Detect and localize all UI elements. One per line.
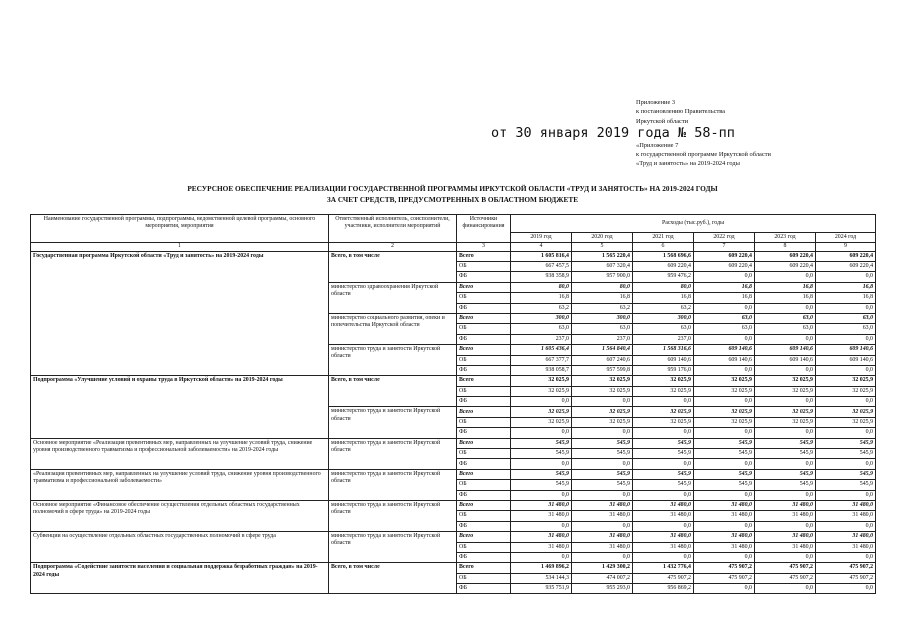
value-cell: 609 220,4 xyxy=(755,251,816,261)
value-cell: 0,0 xyxy=(633,397,694,407)
value-cell: 0,0 xyxy=(816,365,876,375)
value-cell: 0,0 xyxy=(694,397,755,407)
source-cell: Всего xyxy=(457,345,511,355)
value-cell: 63,0 xyxy=(633,324,694,334)
value-cell: 0,0 xyxy=(755,521,816,531)
value-cell: 32 025,9 xyxy=(572,386,633,396)
value-cell: 63,0 xyxy=(816,313,876,323)
row-name-cell: Субвенции на осуществление отдельных областных государственных полномочий в сфере труда xyxy=(31,532,329,563)
value-cell: 80,0 xyxy=(511,282,572,292)
value-cell: 545,9 xyxy=(755,449,816,459)
value-cell: 609 220,4 xyxy=(694,261,755,271)
value-cell: 31 480,0 xyxy=(755,511,816,521)
value-cell: 32 025,9 xyxy=(633,417,694,427)
value-cell: 609 140,6 xyxy=(694,355,755,365)
value-cell: 32 025,9 xyxy=(511,407,572,417)
source-cell: Всего xyxy=(457,563,511,573)
value-cell: 31 480,0 xyxy=(572,511,633,521)
value-cell: 0,0 xyxy=(755,584,816,594)
value-cell: 31 480,0 xyxy=(694,532,755,542)
source-cell: ОБ xyxy=(457,417,511,427)
value-cell: 0,0 xyxy=(755,428,816,438)
value-cell: 32 025,9 xyxy=(755,407,816,417)
value-cell: 63,0 xyxy=(755,324,816,334)
source-cell: ОБ xyxy=(457,355,511,365)
column-number: 3 xyxy=(457,243,511,251)
value-cell: 31 480,0 xyxy=(633,542,694,552)
source-cell: ФБ xyxy=(457,365,511,375)
value-cell: 31 480,0 xyxy=(816,500,876,510)
source-cell: ОБ xyxy=(457,324,511,334)
column-number: 8 xyxy=(755,243,816,251)
value-cell: 475 907,2 xyxy=(755,563,816,573)
value-cell: 32 025,9 xyxy=(755,417,816,427)
executor-cell: Всего, в том числе xyxy=(329,251,457,282)
value-cell: 957 599,8 xyxy=(572,365,633,375)
value-cell: 545,9 xyxy=(694,469,755,479)
value-cell: 16,8 xyxy=(755,293,816,303)
value-cell: 609 140,6 xyxy=(816,345,876,355)
value-cell: 0,0 xyxy=(816,552,876,562)
table-row xyxy=(31,376,876,386)
value-cell: 545,9 xyxy=(755,438,816,448)
value-cell: 607 240,6 xyxy=(572,355,633,365)
column-number: 4 xyxy=(511,243,572,251)
value-cell: 609 140,6 xyxy=(755,355,816,365)
title-line: ЗА СЧЕТ СРЕДСТВ, ПРЕДУСМОТРЕННЫХ В ОБЛАСТНОМ БЮДЖЕТЕ xyxy=(326,194,579,204)
value-cell: 32 025,9 xyxy=(633,386,694,396)
value-cell: 80,0 xyxy=(572,282,633,292)
value-cell: 1 605 436,4 xyxy=(511,345,572,355)
resource-table xyxy=(30,214,876,594)
executor-cell: министерство труда и занятости Иркутской области xyxy=(329,469,457,500)
value-cell: 31 480,0 xyxy=(694,542,755,552)
value-cell: 475 907,2 xyxy=(755,573,816,583)
value-cell: 300,0 xyxy=(572,313,633,323)
value-cell: 31 480,0 xyxy=(694,511,755,521)
appendix-line: к постановлению Правительства xyxy=(636,108,726,116)
value-cell: 32 025,9 xyxy=(755,386,816,396)
table-row xyxy=(31,500,876,510)
table-row xyxy=(31,563,876,573)
value-cell: 31 480,0 xyxy=(572,500,633,510)
value-cell: 300,0 xyxy=(633,313,694,323)
header-year: 2024 год xyxy=(816,233,876,243)
value-cell: 545,9 xyxy=(755,480,816,490)
value-cell: 0,0 xyxy=(816,303,876,313)
value-cell: 32 025,9 xyxy=(572,376,633,386)
value-cell: 16,8 xyxy=(572,293,633,303)
value-cell: 31 480,0 xyxy=(816,542,876,552)
value-cell: 545,9 xyxy=(511,469,572,479)
value-cell: 0,0 xyxy=(694,490,755,500)
value-cell: 667 457,5 xyxy=(511,261,572,271)
value-cell: 475 907,2 xyxy=(694,563,755,573)
source-cell: ОБ xyxy=(457,480,511,490)
value-cell: 237,0 xyxy=(633,334,694,344)
value-cell: 16,8 xyxy=(694,282,755,292)
value-cell: 1 565 220,4 xyxy=(572,251,633,261)
value-cell: 935 751,9 xyxy=(511,584,572,594)
value-cell: 32 025,9 xyxy=(572,417,633,427)
value-cell: 32 025,9 xyxy=(633,407,694,417)
value-cell: 32 025,9 xyxy=(816,417,876,427)
column-number: 2 xyxy=(329,243,457,251)
value-cell: 63,0 xyxy=(755,313,816,323)
value-cell: 32 025,9 xyxy=(816,376,876,386)
value-cell: 0,0 xyxy=(511,552,572,562)
value-cell: 956 869,2 xyxy=(633,584,694,594)
value-cell: 545,9 xyxy=(816,469,876,479)
executor-cell: министерство труда и занятости Иркутской области xyxy=(329,407,457,438)
value-cell: 16,8 xyxy=(816,282,876,292)
value-cell: 63,2 xyxy=(572,303,633,313)
value-cell: 31 480,0 xyxy=(511,500,572,510)
value-cell: 0,0 xyxy=(694,272,755,282)
value-cell: 32 025,9 xyxy=(694,386,755,396)
source-cell: ОБ xyxy=(457,449,511,459)
row-name-cell: Основное мероприятие «Реализация превентивных мер, направленных на улучшение условий труда, снижение уровня производственного травматизма и профессиональной заболеваемости» на 2019-2024 годы xyxy=(31,438,329,469)
value-cell: 609 140,6 xyxy=(816,355,876,365)
value-cell: 475 907,2 xyxy=(694,573,755,583)
value-cell: 607 320,4 xyxy=(572,261,633,271)
value-cell: 16,8 xyxy=(694,293,755,303)
source-cell: ФБ xyxy=(457,584,511,594)
source-cell: Всего xyxy=(457,251,511,261)
value-cell: 0,0 xyxy=(694,459,755,469)
value-cell: 300,0 xyxy=(511,313,572,323)
value-cell: 31 480,0 xyxy=(572,542,633,552)
value-cell: 938 058,7 xyxy=(511,365,572,375)
value-cell: 1 605 816,4 xyxy=(511,251,572,261)
source-cell: Всего xyxy=(457,500,511,510)
value-cell: 31 480,0 xyxy=(572,532,633,542)
header-year: 2022 год xyxy=(694,233,755,243)
source-cell: ФБ xyxy=(457,490,511,500)
header-costs: Расходы (тыс.руб.), годы xyxy=(511,215,876,233)
value-cell: 0,0 xyxy=(633,428,694,438)
value-cell: 237,0 xyxy=(511,334,572,344)
value-cell: 31 480,0 xyxy=(694,500,755,510)
value-cell: 31 480,0 xyxy=(755,500,816,510)
value-cell: 32 025,9 xyxy=(511,376,572,386)
value-cell: 0,0 xyxy=(572,490,633,500)
value-cell: 0,0 xyxy=(511,490,572,500)
value-cell: 237,0 xyxy=(572,334,633,344)
value-cell: 0,0 xyxy=(511,521,572,531)
source-cell: ОБ xyxy=(457,386,511,396)
value-cell: 63,0 xyxy=(816,324,876,334)
source-cell: ФБ xyxy=(457,303,511,313)
value-cell: 63,2 xyxy=(633,303,694,313)
value-cell: 475 907,2 xyxy=(816,573,876,583)
value-cell: 16,8 xyxy=(511,293,572,303)
value-cell: 0,0 xyxy=(816,397,876,407)
value-cell: 0,0 xyxy=(694,521,755,531)
value-cell: 545,9 xyxy=(633,480,694,490)
value-cell: 32 025,9 xyxy=(511,386,572,396)
value-cell: 667 377,7 xyxy=(511,355,572,365)
value-cell: 16,8 xyxy=(633,293,694,303)
appendix-line: Иркутской области xyxy=(636,117,689,125)
value-cell: 0,0 xyxy=(755,303,816,313)
value-cell: 609 220,4 xyxy=(755,261,816,271)
source-cell: Всего xyxy=(457,282,511,292)
row-name-cell: Государственная программа Иркутской области «Труд и занятость» на 2019-2024 годы xyxy=(31,251,329,376)
table-row xyxy=(31,438,876,448)
column-number: 5 xyxy=(572,243,633,251)
value-cell: 959 176,0 xyxy=(633,365,694,375)
executor-cell: министерство труда и занятости Иркутской области xyxy=(329,438,457,469)
value-cell: 31 480,0 xyxy=(816,532,876,542)
value-cell: 0,0 xyxy=(755,397,816,407)
value-cell: 0,0 xyxy=(511,428,572,438)
value-cell: 31 480,0 xyxy=(511,542,572,552)
value-cell: 545,9 xyxy=(633,469,694,479)
value-cell: 16,8 xyxy=(755,282,816,292)
value-cell: 1 432 776,4 xyxy=(633,563,694,573)
value-cell: 0,0 xyxy=(511,397,572,407)
source-cell: ОБ xyxy=(457,573,511,583)
value-cell: 31 480,0 xyxy=(633,511,694,521)
value-cell: 0,0 xyxy=(694,334,755,344)
value-cell: 0,0 xyxy=(633,521,694,531)
table-row xyxy=(31,469,876,479)
value-cell: 0,0 xyxy=(694,584,755,594)
appendix-line: «Приложение 7 xyxy=(636,141,679,149)
value-cell: 16,8 xyxy=(816,293,876,303)
title-line: РЕСУРСНОЕ ОБЕСПЕЧЕНИЕ РЕАЛИЗАЦИИ ГОСУДАРСТВЕННОЙ ПРОГРАММЫ ИРКУТСКОЙ ОБЛАСТИ «ТРУД И ЗАНЯТОСТЬ» НА 2019-2024 ГОДЫ xyxy=(187,184,718,193)
value-cell: 1 564 840,4 xyxy=(572,345,633,355)
value-cell: 31 480,0 xyxy=(633,532,694,542)
value-cell: 80,0 xyxy=(633,282,694,292)
value-cell: 545,9 xyxy=(694,480,755,490)
value-cell: 32 025,9 xyxy=(572,407,633,417)
value-cell: 609 220,4 xyxy=(694,251,755,261)
source-cell: ФБ xyxy=(457,334,511,344)
value-cell: 609 140,6 xyxy=(694,345,755,355)
value-cell: 545,9 xyxy=(572,449,633,459)
source-cell: ФБ xyxy=(457,397,511,407)
value-cell: 609 220,4 xyxy=(816,251,876,261)
table-row xyxy=(31,532,876,542)
value-cell: 955 293,0 xyxy=(572,584,633,594)
value-cell: 31 480,0 xyxy=(633,500,694,510)
header-year: 2019 год xyxy=(511,233,572,243)
column-number: 1 xyxy=(31,243,329,251)
header-year: 2021 год xyxy=(633,233,694,243)
value-cell: 1 568 316,6 xyxy=(633,345,694,355)
value-cell: 0,0 xyxy=(694,303,755,313)
value-cell: 31 480,0 xyxy=(755,542,816,552)
appendix-line: «Труд и занятость» на 2019-2024 годы xyxy=(636,160,740,168)
executor-cell: министерство труда и занятости Иркутской области xyxy=(329,500,457,531)
value-cell: 32 025,9 xyxy=(694,407,755,417)
value-cell: 0,0 xyxy=(572,552,633,562)
value-cell: 545,9 xyxy=(816,449,876,459)
value-cell: 534 144,3 xyxy=(511,573,572,583)
value-cell: 545,9 xyxy=(694,438,755,448)
source-cell: ОБ xyxy=(457,293,511,303)
value-cell: 63,0 xyxy=(572,324,633,334)
value-cell: 1 568 696,6 xyxy=(633,251,694,261)
column-number: 6 xyxy=(633,243,694,251)
value-cell: 545,9 xyxy=(755,469,816,479)
value-cell: 63,0 xyxy=(511,324,572,334)
value-cell: 0,0 xyxy=(572,521,633,531)
value-cell: 32 025,9 xyxy=(755,376,816,386)
value-cell: 0,0 xyxy=(755,365,816,375)
value-cell: 0,0 xyxy=(816,521,876,531)
value-cell: 1 429 300,2 xyxy=(572,563,633,573)
value-cell: 545,9 xyxy=(694,449,755,459)
value-cell: 0,0 xyxy=(633,552,694,562)
executor-cell: министерство труда и занятости Иркутской области xyxy=(329,532,457,563)
executor-cell: Всего, в том числе xyxy=(329,376,457,407)
value-cell: 0,0 xyxy=(633,490,694,500)
value-cell: 63,0 xyxy=(694,313,755,323)
source-cell: Всего xyxy=(457,469,511,479)
column-number: 9 xyxy=(816,243,876,251)
value-cell: 475 907,2 xyxy=(816,563,876,573)
executor-cell: Всего, в том числе xyxy=(329,563,457,594)
value-cell: 0,0 xyxy=(816,584,876,594)
source-cell: Всего xyxy=(457,532,511,542)
value-cell: 0,0 xyxy=(816,459,876,469)
value-cell: 31 480,0 xyxy=(511,511,572,521)
value-cell: 0,0 xyxy=(816,490,876,500)
source-cell: ФБ xyxy=(457,428,511,438)
decree-stamp: от 30 января 2019 года № 58-пп xyxy=(491,125,735,141)
value-cell: 32 025,9 xyxy=(694,417,755,427)
value-cell: 545,9 xyxy=(511,449,572,459)
source-cell: Всего xyxy=(457,376,511,386)
value-cell: 0,0 xyxy=(572,428,633,438)
source-cell: ФБ xyxy=(457,521,511,531)
source-cell: ФБ xyxy=(457,552,511,562)
appendix-line: к государственной программе Иркутской области xyxy=(636,151,771,159)
source-cell: Всего xyxy=(457,407,511,417)
value-cell: 31 480,0 xyxy=(511,532,572,542)
value-cell: 938 358,9 xyxy=(511,272,572,282)
value-cell: 545,9 xyxy=(816,438,876,448)
value-cell: 545,9 xyxy=(511,480,572,490)
value-cell: 0,0 xyxy=(511,459,572,469)
value-cell: 474 007,2 xyxy=(572,573,633,583)
value-cell: 63,2 xyxy=(511,303,572,313)
value-cell: 0,0 xyxy=(755,459,816,469)
value-cell: 32 025,9 xyxy=(694,376,755,386)
value-cell: 0,0 xyxy=(572,397,633,407)
value-cell: 0,0 xyxy=(694,428,755,438)
value-cell: 0,0 xyxy=(816,334,876,344)
value-cell: 475 907,2 xyxy=(633,573,694,583)
value-cell: 0,0 xyxy=(694,365,755,375)
value-cell: 0,0 xyxy=(755,490,816,500)
header-year: 2020 год xyxy=(572,233,633,243)
source-cell: ФБ xyxy=(457,459,511,469)
appendix-line: Приложение 3 xyxy=(636,99,676,106)
value-cell: 609 220,4 xyxy=(633,261,694,271)
source-cell: ОБ xyxy=(457,511,511,521)
value-cell: 609 220,4 xyxy=(816,261,876,271)
value-cell: 545,9 xyxy=(572,480,633,490)
value-cell: 32 025,9 xyxy=(816,407,876,417)
value-cell: 32 025,9 xyxy=(511,417,572,427)
value-cell: 959 476,2 xyxy=(633,272,694,282)
row-name-cell: Подпрограмма «Содействие занятости населения и социальная поддержка безработных граждан» на 2019-2024 годы xyxy=(31,563,329,594)
source-cell: ОБ xyxy=(457,261,511,271)
value-cell: 0,0 xyxy=(755,552,816,562)
executor-cell: министерство труда и занятости Иркутской области xyxy=(329,345,457,376)
header-year: 2023 год xyxy=(755,233,816,243)
value-cell: 0,0 xyxy=(755,272,816,282)
value-cell: 63,0 xyxy=(694,324,755,334)
header-name: Наименование государственной программы, подпрограммы, ведомственной целевой программы, основного мероприятия, мероприятия xyxy=(31,215,329,243)
value-cell: 0,0 xyxy=(755,334,816,344)
header-executor: Ответственный исполнитель, соисполнители, участники, исполнители мероприятий xyxy=(329,215,457,243)
source-cell: ФБ xyxy=(457,272,511,282)
source-cell: Всего xyxy=(457,313,511,323)
value-cell: 545,9 xyxy=(572,469,633,479)
value-cell: 0,0 xyxy=(694,552,755,562)
value-cell: 957 900,0 xyxy=(572,272,633,282)
value-cell: 1 469 896,2 xyxy=(511,563,572,573)
value-cell: 31 480,0 xyxy=(755,532,816,542)
value-cell: 32 025,9 xyxy=(816,386,876,396)
value-cell: 609 140,6 xyxy=(755,345,816,355)
value-cell: 0,0 xyxy=(633,459,694,469)
executor-cell: министерство здравоохранения Иркутской области xyxy=(329,282,457,313)
value-cell: 31 480,0 xyxy=(816,511,876,521)
document-title xyxy=(30,184,875,205)
value-cell: 545,9 xyxy=(633,438,694,448)
source-cell: ОБ xyxy=(457,542,511,552)
value-cell: 545,9 xyxy=(572,438,633,448)
executor-cell: министерство социального развития, опеки и попечительства Иркутской области xyxy=(329,313,457,344)
row-name-cell: «Реализация превентивных мер, направленных на улучшение условий труда, снижение уровня производственного травматизма и профессиональной заболеваемости» xyxy=(31,469,329,500)
value-cell: 0,0 xyxy=(572,459,633,469)
row-name-cell: Подпрограмма «Улучшение условий и охраны труда в Иркутской области» на 2019-2024 годы xyxy=(31,376,329,438)
value-cell: 545,9 xyxy=(816,480,876,490)
row-name-cell: Основное мероприятие «Финансовое обеспечение осуществления отдельных областных государственных полномочий в сфере труда» на 2019-2024 годы xyxy=(31,500,329,531)
value-cell: 609 140,6 xyxy=(633,355,694,365)
table-row xyxy=(31,251,876,261)
value-cell: 545,9 xyxy=(633,449,694,459)
value-cell: 0,0 xyxy=(816,272,876,282)
value-cell: 0,0 xyxy=(816,428,876,438)
value-cell: 545,9 xyxy=(511,438,572,448)
value-cell: 32 025,9 xyxy=(633,376,694,386)
source-cell: Всего xyxy=(457,438,511,448)
header-source: Источники финансирования xyxy=(457,215,511,243)
column-number: 7 xyxy=(694,243,755,251)
